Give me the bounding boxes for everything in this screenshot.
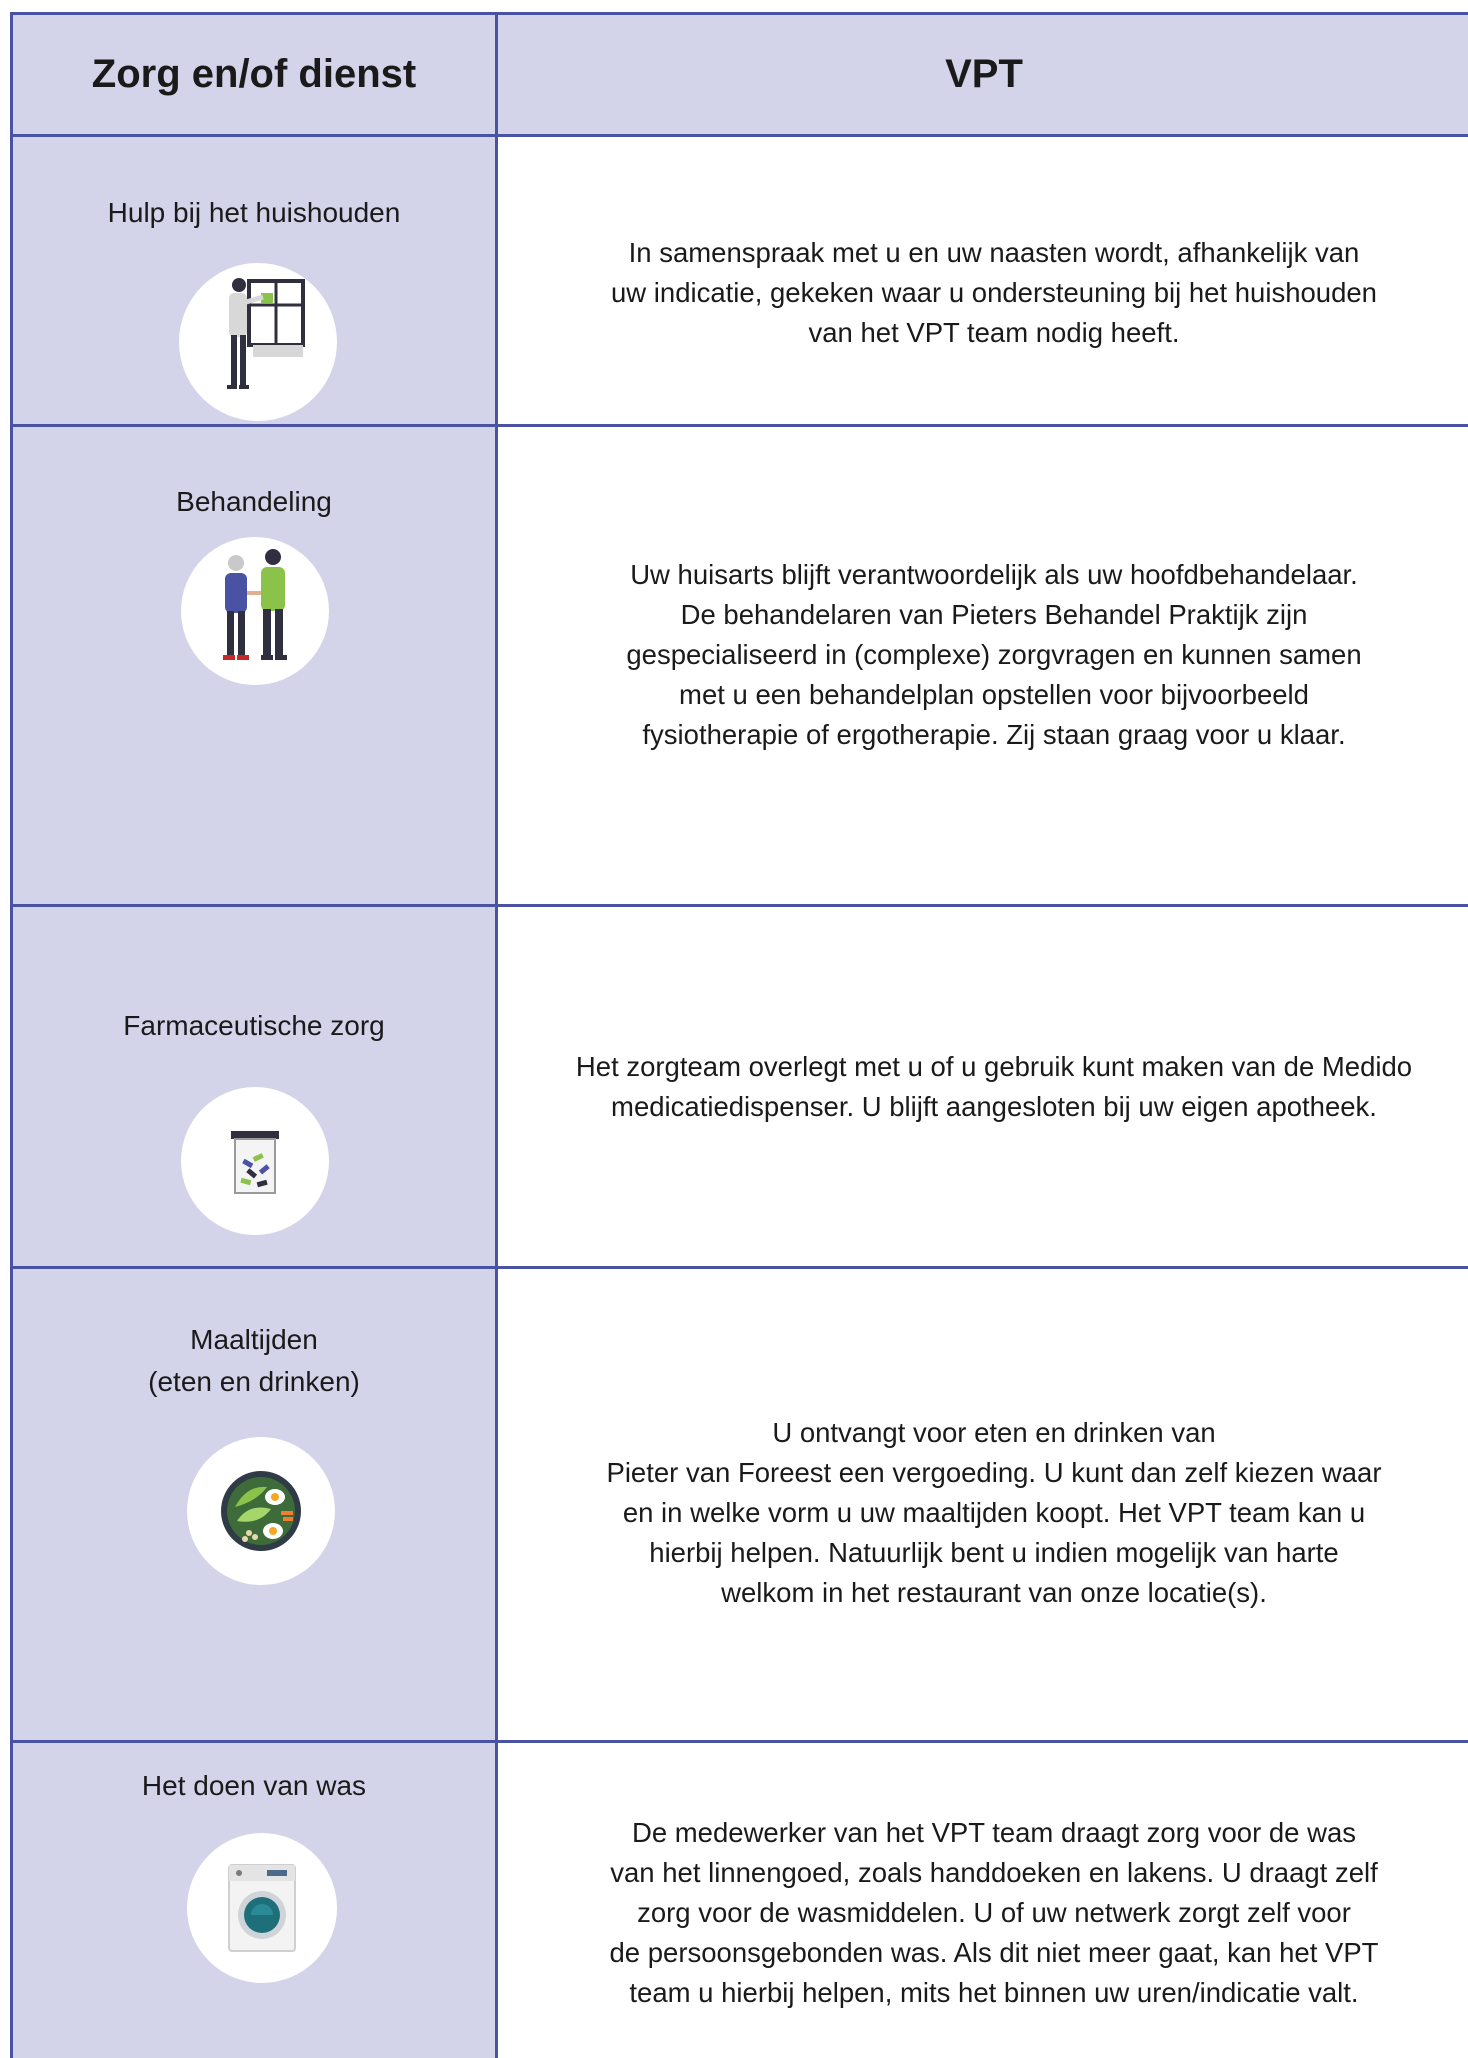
service-label: Hulp bij het huishouden xyxy=(107,197,401,228)
description-text: In samenspraak met u en uw naasten wordt, afhankelijk van uw indicatie, gekeken waar u ondersteuning bij het huishouden van het VPT team nodig heeft. xyxy=(611,237,1377,348)
header-cell-service xyxy=(10,15,498,134)
service-label: Farmaceutische zorg xyxy=(123,1010,385,1041)
header-label-vpt: VPT xyxy=(945,52,1023,96)
table-row-huishouden xyxy=(10,134,1468,424)
description-cell xyxy=(498,907,1468,1266)
header-label-service: Zorg en/of dienst xyxy=(91,52,417,96)
table-row-was xyxy=(10,1740,1468,2058)
description-cell xyxy=(498,427,1468,904)
salad-bowl-icon xyxy=(187,1437,335,1585)
two-people-walking-icon xyxy=(181,537,329,685)
description-cell xyxy=(498,1743,1468,2058)
description-text: Het zorgteam overlegt met u of u gebruik kunt maken van de Medido medicatiedispenser. U blijft aangesloten bij uw eigen apotheek. xyxy=(575,1051,1413,1122)
description-cell xyxy=(498,137,1468,424)
service-label: Behandeling xyxy=(176,486,332,517)
service-cell xyxy=(10,1743,498,2058)
description-cell xyxy=(498,1269,1468,1740)
description-text: U ontvangt voor eten en drinken van Pieter van Foreest een vergoeding. U kunt dan zelf kiezen waar en in welke vorm u uw maaltijden koopt. Het VPT team kan u hierbij helpen. Natuurlijk bent u indien mogelijk van harte welkom in het restaurant van onze locatie(s). xyxy=(606,1417,1382,1608)
service-cell xyxy=(10,1269,498,1740)
description-text: De medewerker van het VPT team draagt zorg voor de was van het linnengoed, zoals handdoeken en lakens. U draagt zelf zorg voor de wasmiddelen. U of uw netwerk zorgt zelf voor de persoonsgebonden was. Als dit niet meer gaat, kan het VPT team u hierbij helpen, mits het binnen uw uren/indicatie valt. xyxy=(609,1817,1379,2008)
washing-machine-icon xyxy=(187,1833,337,1983)
service-label: Maaltijden (eten en drinken) xyxy=(148,1324,360,1397)
service-cell xyxy=(10,137,498,424)
table-row-maaltijden xyxy=(10,1266,1468,1740)
description-text: Uw huisarts blijft verantwoordelijk als uw hoofdbehandelaar. De behandelaren van Pieters Behandel Praktijk zijn gespecialiseerd in (complexe) zorgvragen en kunnen samen met u een behandelplan opstellen voor bijvoorbeeld fysiotherapie of ergotherapie. Zij staan graag voor u klaar. xyxy=(626,559,1362,750)
table-row-behandeling xyxy=(10,424,1468,904)
service-cell xyxy=(10,427,498,904)
table-row-farmaceutisch xyxy=(10,904,1468,1266)
header-cell-vpt xyxy=(498,15,1468,134)
service-label: Het doen van was xyxy=(141,1770,367,1801)
pill-jar-icon xyxy=(181,1087,329,1235)
service-cell xyxy=(10,907,498,1266)
table-header-row xyxy=(10,12,1468,134)
person-cleaning-window-icon xyxy=(179,263,337,421)
